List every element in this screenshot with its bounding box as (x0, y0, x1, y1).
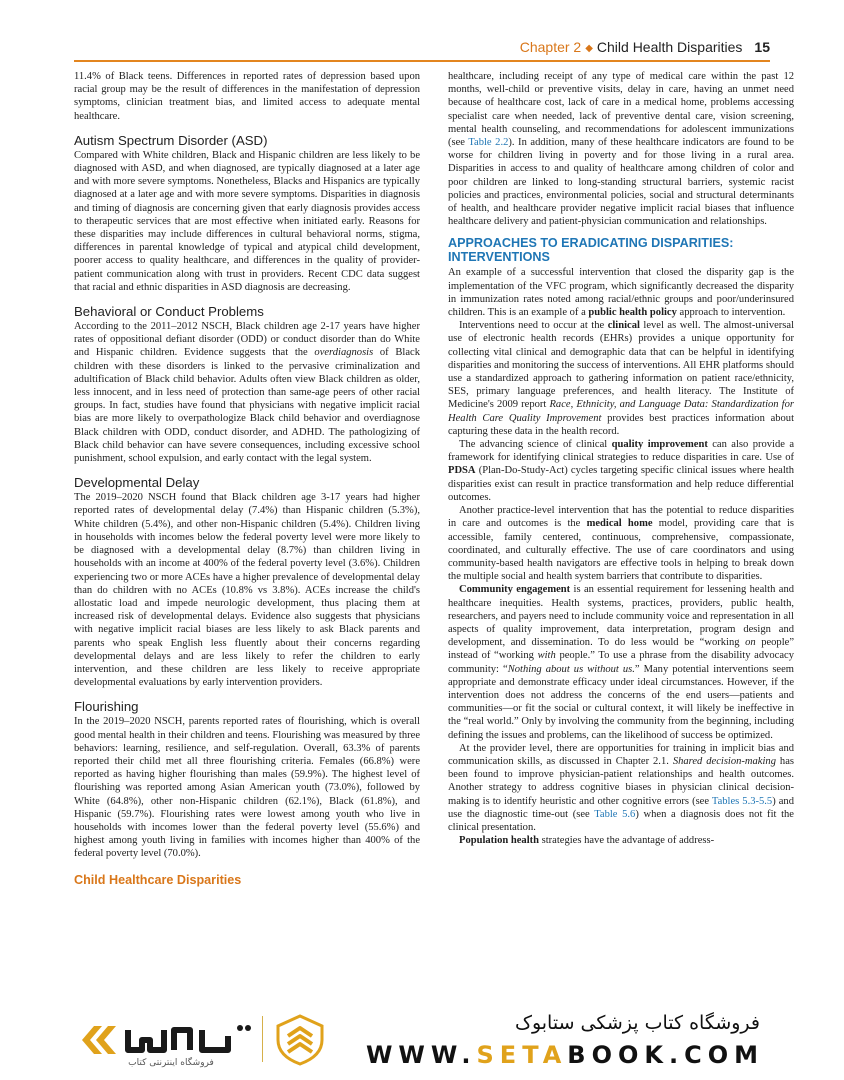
store-banner (0, 994, 844, 1080)
population-health-paragraph: Population health strategies have the advantage of address- (459, 835, 715, 847)
setabook-logo[interactable] (78, 1016, 254, 1064)
provider-paragraph: At the provider level, there are opportunities for training in implicit bias and communication skills, as discussed in Chapter 2.1. Shared decision-making has been found to improve physician-patient relationships and health outcomes. Another strategy to address cognitive biases in physician clinical decision-making is to identify heuristic and other cognitive errors (see Tables 5.3-5.5) and use the diagnostic time-out (see Table 5.6) when a diagnosis does not fit the clinical presentation. (448, 742, 794, 833)
asd-heading: Autism Spectrum Disorder (ASD) (74, 132, 268, 148)
table-link[interactable]: Table 2.2 (468, 137, 509, 149)
medical-home-paragraph: Another practice-level intervention that has the potential to reduce disparities in care and outcomes is the medical home model, providing care that is accessible, family centered, continuous, comprehensive, compassionate, coordinated, and culturally effective. The use of care coordinators and using community-based health navigators are effective tools in helping to break down the multiple social and health system barriers that contribute to disparities. (448, 505, 794, 583)
page-number: 15 (754, 39, 770, 55)
delay-heading: Developmental Delay (74, 475, 200, 491)
left-column (74, 70, 420, 992)
conduct-heading: Behavioral or Conduct Problems (74, 304, 264, 320)
shield-logo-icon (272, 1012, 328, 1068)
right-column (448, 70, 794, 992)
healthcare-disparities-heading: Child Healthcare Disparities (74, 872, 242, 887)
logo-subtitle: فروشگاه اینترنتی کتاب (128, 1058, 214, 1068)
diamond-icon: ◆ (585, 43, 593, 54)
chapter-label: Chapter 2 (519, 39, 582, 55)
chapter-title: Child Health Disparities (596, 39, 743, 55)
running-header (74, 38, 770, 62)
vfc-paragraph: An example of a successful intervention that closed the disparity gap is the implementation of the VFC program, which significantly decreased the disparity in immunization rates noted among racial/ethnic groups and poor/underinsured children. This is an example of a public health policy approach to intervention. (448, 267, 794, 319)
continued-paragraph: healthcare, including receipt of any type of medical care within the past 12 months, well-child or preventive visits, delay in care, having an unmet need because of healthcare cost, lack of care in a medical home, problems accessing specialist care when needed, lack of preventive dental care, vision screening, mental health counseling, and recommendations for adolescent immunizations (see Table 2.2). In addition, many of these healthcare indicators are found to be worse for children living in poverty and for those living in a rural area. Disparities in access to and quality of healthcare among children of color and poor children are linked to long-standing structural barriers, systemic racist policies and practices, environmental policies, social and structural determinants of health, and healthcare provider negative implicit racial biases that influence healthcare delivery and patient-physician communication and relationships. (448, 71, 794, 228)
asd-paragraph: Compared with White children, Black and Hispanic children are less likely to be diagnosed with ASD, and when diagnosed, are typically diagnosed at a later age and with more severe symptoms. Nonetheless, Blacks and Hispanics are typically diagnosed at a later age and with more severe symptoms. Disparities in diagnosis and timing of diagnosis are concerning given that early diagnosis provides access to therapeutic services that are most effective when initiated early. Reasons for these disparities may include differences in cultural behavioral norms, stigma, differences in parental knowledge of typical and atypical child development, poorer access to quality healthcare, and differences in the quality of provider-patient communication along with trust in providers. Recent CDC data suggest that racial and ethnic disparities in ASD diagnosis are decreasing. (74, 149, 420, 293)
table-5-6-link[interactable]: Table 5.6 (594, 808, 636, 820)
tables-link[interactable]: Tables 5.3-5.5 (711, 795, 773, 807)
logo-divider (262, 1016, 263, 1062)
approaches-heading: APPROACHES TO ERADICATING DISPARITIES: INTERVENTIONS (448, 236, 734, 264)
conduct-paragraph: According to the 2011–2012 NSCH, Black children age 2-17 years have higher rates of oppositional defiant disorder (ODD) or conduct disorder than do White and Hispanic children. Evidence suggests that the overdiagnosis of Black children with these disorders is linked to the pervasive criminalization and adultification of Black child behavior. Adults often view Black children as older, less innocent, and in less need of protection than same-age peers of other racial groups. In fact, studies have found that physicians with negative implicit racial bias are more likely to overpathologize Black child behavior and overdiagnose Black children with ODD, conduct disorder, and ADHD. The pathologizing of Black child behavior can have severe consequences, including excessive school punishment, school expulsion, and early contact with the legal system. (74, 321, 420, 465)
clinical-paragraph: Interventions need to occur at the clinical level as well. The almost-universal use of electronic health records (EHRs) provides a unique opportunity for collecting vital clinical and demographic data that can be helpful in identifying disparities and monitoring the success of interventions. All EHR platforms should use a standardized approach to gathering information on patient race/ethnicity, SES, primary language preferences, and health literacy. The Institute of Medicine's 2009 report Race, Ethnicity, and Language Data: Standardization for Health Care Quality Improvement provides best practices information about capturing these data in the health record. (448, 320, 794, 437)
header-text (520, 38, 770, 58)
qi-paragraph: The advancing science of clinical quality improvement can also provide a framework for identifying clinical strategies to reduce disparities in care. Use of PDSA (Plan-Do-Study-Act) cycles targeting specific clinical issues where health disparities exist can result in practice transformation and help reduce differential outcomes. (448, 439, 794, 503)
intro-paragraph: 11.4% of Black teens. Differences in reported rates of depression based upon racial group may be the result of differences in the manifestation of depression symptoms, clinician treatment bias, and limited access to adequate mental healthcare. (74, 71, 420, 122)
delay-paragraph: The 2019–2020 NSCH found that Black children age 3-17 years had higher reported rates of developmental delay (7.4%) than Hispanic children (5.3%), White children (5.4%), and other non-Hispanic children (5.4%). Children living in households with incomes below the federal poverty level were more likely to be diagnosed with a developmental delay (8.7%) than children living in households with an income at 400% of the federal poverty level (3.6%). Children experiencing two or more ACEs have a higher prevalence of developmental delay than do children with no ACEs (10.8% vs 3.8%). ACEs increase the child's allostatic load and impede neurologic development, thus placing them at increased risk of developmental delays. Evidence also suggests that physicians with negative implicit racial biases are less likely to ask Black parents and parents who speak English less fluently about their concerns regarding developmental delays and are less likely to refer the children to early intervention, and these children are less likely to receive appropriate developmental evaluations by early intervention providers. (74, 492, 420, 689)
store-url[interactable]: WWW.SETABOOK.COM (365, 1041, 764, 1069)
flourishing-heading: Flourishing (74, 699, 139, 715)
community-paragraph: Community engagement is an essential requirement for lessening health and healthcare inequities. Health systems, practices, providers, public health, researchers, and payers need to include community voice and representation in all aspects of quality improvement, data interpretation, program design and development, and dissemination. To do less would be “working on people” instead of “working with people.” To use a phrase from the disability advocacy community: “Nothing about us without us.” Many potential interventions seem appropriate and demonstrate efficacy under ideal circumstances. However, if the intervention does not address the concerns of the end users—patients and communities—or fit the social or cultural context, it will likely be ineffective in the “real world.” Only by involving the community from the beginning, including defining the issues and problems, can the likelihood of success be optimized. (448, 584, 794, 741)
store-name: فروشگاه کتاب پزشکی ستابوک (514, 1012, 760, 1034)
flourishing-paragraph: In the 2019–2020 NSCH, parents reported rates of flourishing, which is overall good mental health in their children and teens. Flourishing was measured by three behaviors: learning, resilience, and self-regulation. Overall, 63.3% of parents reported their child met all three flourishing criteria. Females (66.8%) were reported as having higher flourishing than males (59.9%). The highest level of flourishing was reported among Asian American youth (73.0%), followed by White (64.8%), other non-Hispanic children (62.1%), Black (61.8%), and Hispanic (59.7%). Flourishing rates were lowest among youth who live in households with incomes lower than the federal poverty level (55.6%) and highest among youth living in families with incomes higher than 400% of the federal poverty level (70.0%). (74, 716, 420, 860)
